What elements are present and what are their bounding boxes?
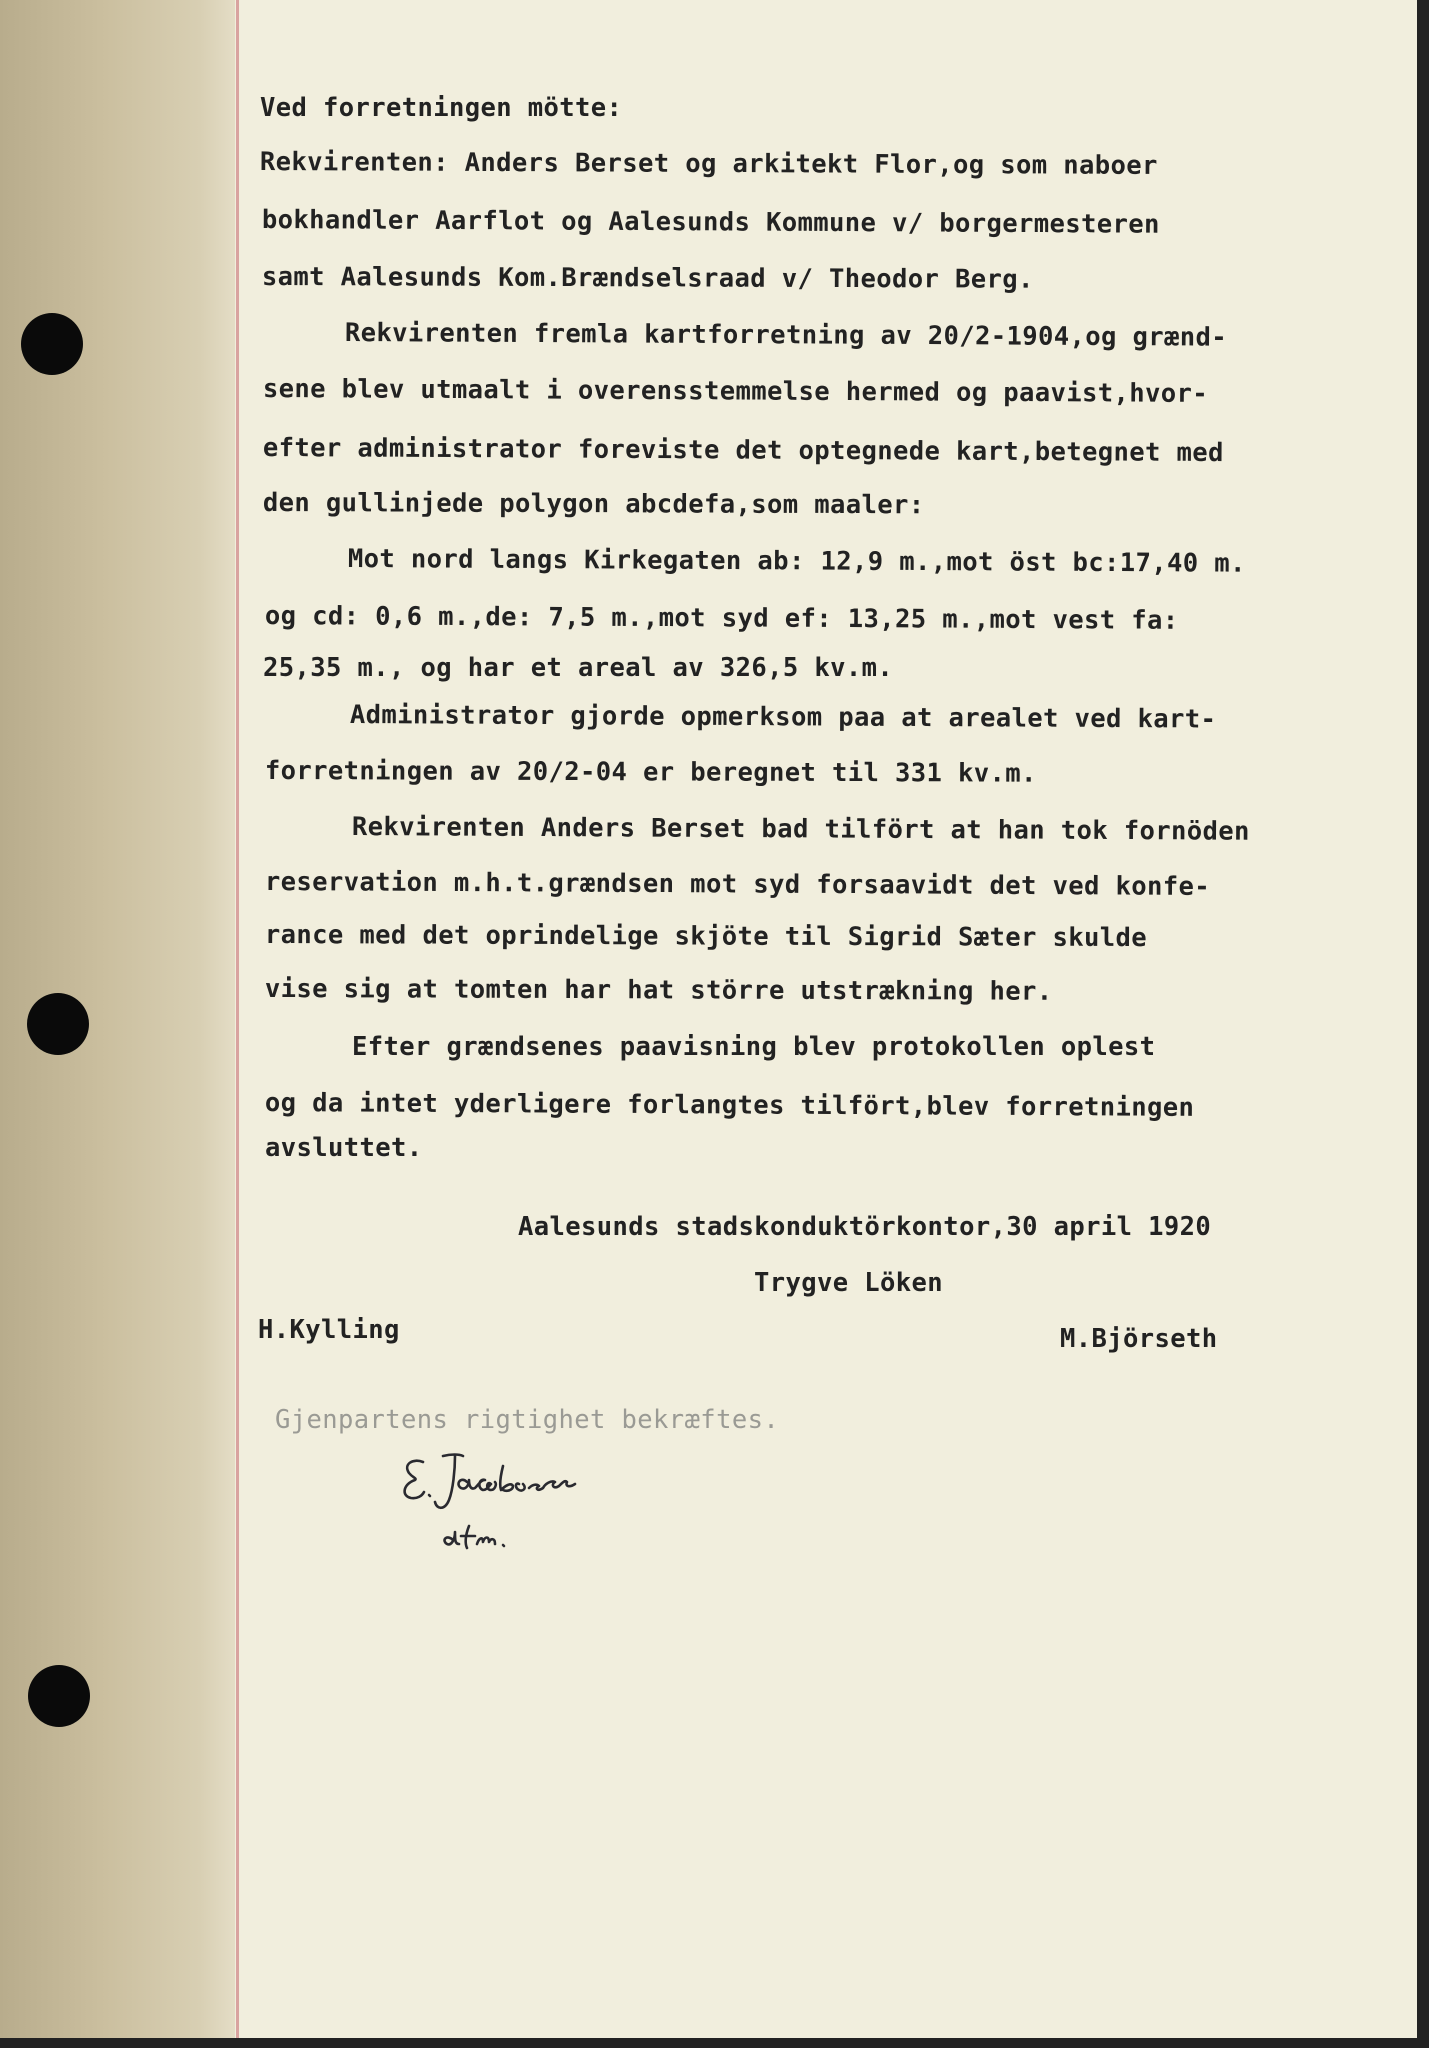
punch-hole-middle bbox=[27, 993, 89, 1055]
text-line: Mot nord langs Kirkegaten ab: 12,9 m.,mot öst bc:17,40 m. bbox=[347, 544, 1246, 579]
text-line: sene blev utmaalt i overensstemmelse hermed og paavist,hvor- bbox=[262, 374, 1209, 409]
text-line: reservation m.h.t.grændsen mot syd forsaavidt det ved konfe- bbox=[264, 867, 1211, 902]
text-line: avsluttet. bbox=[265, 1133, 423, 1163]
scan-edge-right bbox=[1417, 0, 1429, 2048]
certification-text: Gjenpartens rigtighet bekræftes. bbox=[275, 1405, 780, 1435]
margin-rule bbox=[236, 0, 239, 2048]
punch-hole-top bbox=[21, 313, 83, 375]
text-line: vise sig at tomten har hat större utstrækning her. bbox=[264, 974, 1053, 1007]
scan-edge-bottom bbox=[0, 2038, 1429, 2048]
text-line: samt Aalesunds Kom.Brændselsraad v/ Theodor Berg. bbox=[261, 262, 1034, 295]
text-line: Rekvirenten fremla kartforretning av 20/2-1904,og grænd- bbox=[344, 318, 1228, 353]
text-line: forretningen av 20/2-04 er beregnet til 331 kv.m. bbox=[264, 756, 1037, 789]
signatory-center: Trygve Löken bbox=[754, 1268, 944, 1298]
text-line: Rekvirenten Anders Berset bad tilfört at han tok fornöden bbox=[351, 812, 1250, 847]
text-line: efter administrator foreviste det optegnede kart,betegnet med bbox=[262, 433, 1224, 469]
text-line: bokhandler Aarflot og Aalesunds Kommune v/ borgermesteren bbox=[261, 205, 1160, 240]
signatory-left: H.Kylling bbox=[258, 1315, 400, 1345]
text-line: den gullinjede polygon abcdefa,som maaler: bbox=[262, 488, 925, 521]
handwritten-signature bbox=[395, 1440, 635, 1550]
text-line: Administrator gjorde opmerksom paa at arealet ved kart- bbox=[349, 700, 1217, 735]
text-line: og da intet yderligere forlangtes tilfört,blev forretningen bbox=[264, 1088, 1195, 1123]
place-date: Aalesunds stadskonduktörkontor,30 april 1920 bbox=[518, 1212, 1212, 1242]
text-line: og cd: 0,6 m.,de: 7,5 m.,mot syd ef: 13,25 m.,mot vest fa: bbox=[264, 601, 1179, 636]
text-line: Rekvirenten: Anders Berset og arkitekt Flor,og som naboer bbox=[259, 147, 1158, 181]
text-line: rance med det oprindelige skjöte til Sigrid Sæter skulde bbox=[264, 920, 1148, 954]
signatory-right: M.Björseth bbox=[1060, 1324, 1218, 1354]
text-line: Efter grændsenes paavisning blev protokollen oplest bbox=[352, 1032, 1156, 1062]
text-line: 25,35 m., og har et areal av 326,5 kv.m. bbox=[263, 653, 894, 683]
text-line: Ved forretningen mötte: bbox=[260, 93, 623, 123]
punch-hole-bottom bbox=[28, 1665, 90, 1727]
